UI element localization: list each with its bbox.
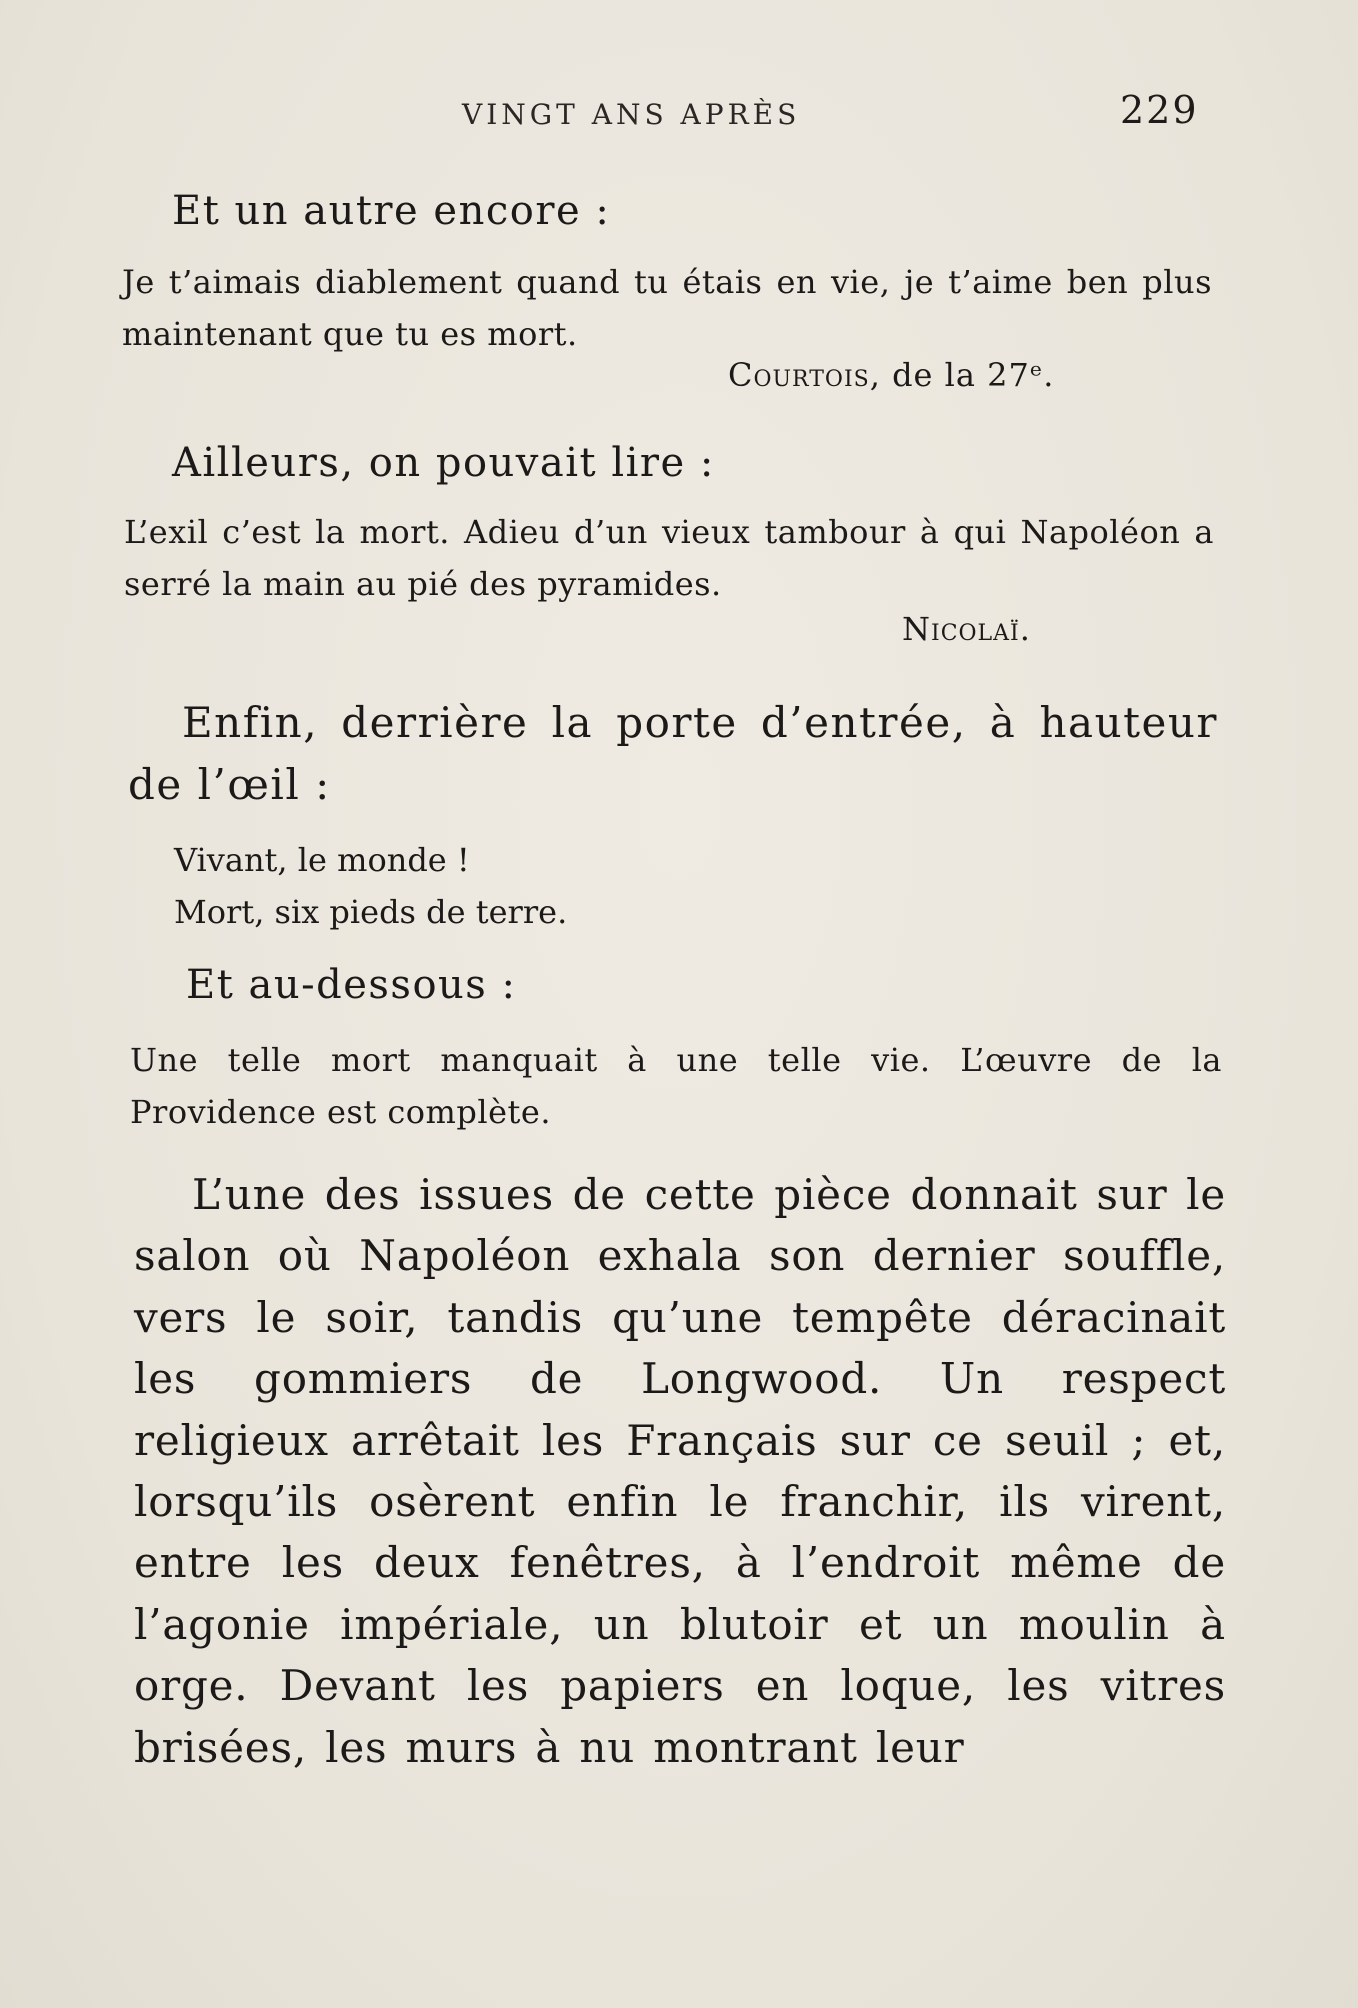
section-intro: Ailleurs, on pouvait lire : [172,440,715,486]
body-paragraph: L’une des issues de cette pièce donnait sur le salon où Napoléon exhala son dernier souffle, vers le soir, tandis qu’une tempête déracinait les gommiers de Longwood. Un respect religieux arrêtait les Français sur ce seuil ; et, lorsqu’ils osèrent enfin le franchir, ils virent, entre les deux fenêtres, à l’endroit même de l’agonie impériale, un blutoir et un moulin à orge. Devant les papiers en loque, les vitres brisées, les murs à nu montrant leur [134,1170,1226,1772]
section-intro: Enfin, derrière la porte d’entrée, à hauteur de l’œil : [128,698,1218,809]
signature-name: Courtois [728,356,870,394]
page-number: 229 [1120,88,1199,132]
signature-detail: . [1019,610,1031,648]
signature-detail: , de la 27ᵉ. [869,356,1055,394]
verse [174,834,567,938]
quote-text: L’exil c’est la mort. Adieu d’un vieux tambour à qui Napoléon a serré la main au pié des pyramides. [124,513,1214,603]
section-intro: Et un autre encore : [172,188,611,234]
quote-signature [728,356,1054,394]
quote-text: Une telle mort manquait à une telle vie. L’œuvre de la Providence est complète. [130,1041,1222,1131]
signature-name: Nicolaï [902,610,1020,648]
section-intro: Et au-dessous : [186,962,517,1008]
quote-signature [902,610,1031,648]
verse-line: Mort, six pieds de terre. [174,893,568,931]
verse-line: Vivant, le monde ! [174,841,470,879]
quote-text: Je t’aimais diablement quand tu étais en vie, je t’aime ben plus maintenant que tu es mort. [122,263,1212,353]
running-title: VINGT ANS APRÈS [462,98,801,131]
